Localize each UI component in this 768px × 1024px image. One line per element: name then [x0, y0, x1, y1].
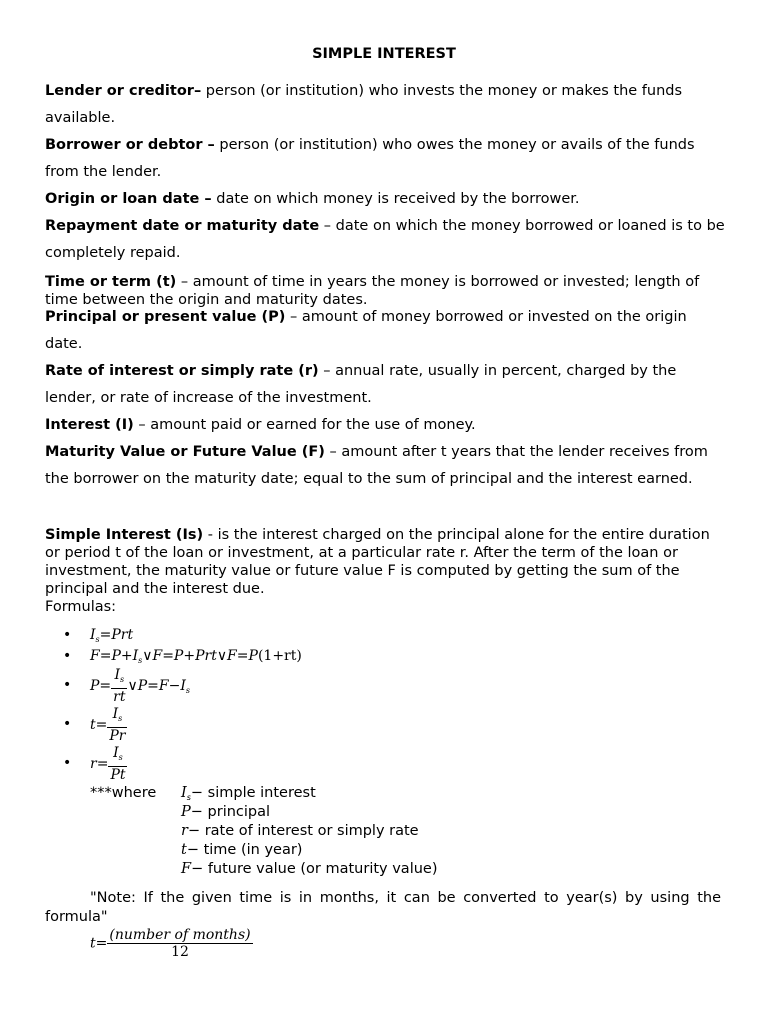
expression: t=: [90, 935, 108, 952]
symbol: I: [90, 627, 96, 643]
formula-time: [90, 706, 127, 744]
subscript: s: [118, 714, 123, 723]
definition-text: - is the interest charged on the principal alone for the entire duration or period t of the loan or investment, at a particular rate r. After the term of the loan or investment, the maturity value or future value F is computed by getting the sum of the principal and the interest due.: [45, 527, 710, 597]
legend-row-rate: [181, 823, 419, 839]
expression: F=P+I: [90, 648, 139, 664]
term: Maturity Value or Future Value (F): [45, 444, 325, 460]
fraction: [111, 667, 127, 705]
subscript: s: [186, 793, 191, 802]
definition-text: – annual rate, usually in percent, charged by the lender, or rate of increase of the investment.: [45, 363, 677, 406]
formula-months-to-years: [90, 927, 253, 960]
formula-rate: [90, 745, 127, 783]
where-label: ***where: [90, 785, 157, 801]
paren: ): [296, 648, 302, 664]
term: Lender or creditor–: [45, 83, 202, 99]
definition-simple-interest: [45, 526, 725, 598]
numerator: $I_s$: [111, 667, 127, 689]
symbol: P: [181, 804, 191, 820]
definition-principal: [45, 304, 725, 358]
legend-text: − simple interest: [190, 785, 316, 801]
term: Simple Interest (Is): [45, 527, 204, 543]
legend-text: − time (in year): [186, 842, 303, 858]
page-title: SIMPLE INTEREST: [312, 46, 456, 62]
definition-text: person (or institution) who invests the money or makes the funds available.: [45, 83, 683, 126]
numerator: $I_s$: [107, 706, 127, 728]
bullet-icon: •: [63, 677, 72, 693]
term: Principal or present value (P): [45, 309, 286, 325]
legend-text: − future value (or maturity value): [191, 861, 438, 877]
definition-origin: [45, 186, 725, 213]
bullet-icon: •: [63, 755, 72, 771]
fraction: [107, 927, 252, 960]
denominator: 12: [171, 944, 189, 960]
note-paragraph: "Note: If the given time is in months, it can be converted to year(s) by using the formula": [45, 890, 721, 925]
subscript: s: [138, 656, 143, 665]
paren: (: [257, 648, 264, 664]
definition-text: – amount after t years that the lender receives from the borrower on the maturity date; equal to the sum of principal and the interest earned.: [45, 444, 708, 487]
term: Rate of interest or simply rate (r): [45, 363, 319, 379]
subscript: s: [118, 753, 123, 762]
definition-rate: [45, 358, 725, 412]
expression: r=: [90, 756, 109, 772]
definition-text: person (or institution) who owes the money or avails of the funds from the lender.: [45, 137, 695, 180]
denominator: Pt: [110, 767, 126, 783]
definition-lender: [45, 78, 725, 132]
formulas-label: Formulas:: [45, 599, 117, 615]
fraction: [108, 745, 127, 783]
term: Repayment date or maturity date: [45, 218, 320, 234]
term: Origin or loan date –: [45, 191, 212, 207]
legend-row-simple-interest: [181, 785, 316, 802]
expression: ∨P=F−I: [127, 678, 186, 694]
definition-repayment: [45, 213, 725, 267]
expression: ∨F=P+Prt∨F=P: [142, 648, 258, 664]
definition-text: date on which money is received by the borrower.: [211, 191, 580, 207]
fraction: [107, 706, 127, 744]
term: Interest (I): [45, 417, 134, 433]
formula-principal: [90, 667, 190, 705]
definition-interest: [45, 412, 725, 439]
definition-text: – amount paid or earned for the use of money.: [133, 417, 476, 433]
legend-text: − principal: [190, 804, 271, 820]
subscript: s: [185, 686, 190, 695]
symbol: I: [181, 785, 187, 801]
expression: t=: [90, 717, 108, 733]
term: Time or term (t): [45, 274, 177, 290]
subscript: s: [120, 675, 125, 684]
formula-future-value: [90, 648, 302, 665]
legend-text: − rate of interest or simply rate: [187, 823, 419, 839]
definition-text: – date on which the money borrowed or loaned is to be completely repaid.: [45, 218, 725, 261]
legend-row-principal: [181, 804, 270, 820]
bullet-icon: •: [63, 716, 72, 732]
definition-text: – amount of money borrowed or invested on the origin date.: [45, 309, 687, 352]
bullet-icon: •: [63, 648, 72, 664]
legend-row-future-value: [181, 861, 438, 877]
expression: =Prt: [99, 627, 134, 643]
denominator: Pr: [109, 728, 126, 744]
definition-text: – amount of time in years the money is borrowed or invested; length of time between the origin and maturity dates.: [45, 274, 700, 308]
symbol: F: [181, 861, 192, 877]
expression: 1+rt: [263, 648, 297, 664]
subscript: s: [95, 635, 100, 644]
term: Borrower or debtor –: [45, 137, 215, 153]
definition-borrower: [45, 132, 725, 186]
expression: P=: [90, 678, 112, 694]
denominator: rt: [113, 689, 126, 705]
numerator: $I_s$: [108, 745, 127, 767]
formula-simple-interest: [90, 627, 133, 644]
bullet-icon: •: [63, 627, 72, 643]
symbol: r: [181, 823, 188, 839]
symbol: t: [181, 842, 187, 858]
legend-row-time: [181, 842, 302, 858]
numerator: (number of months): [109, 927, 251, 943]
definition-maturity-value: [45, 439, 725, 493]
